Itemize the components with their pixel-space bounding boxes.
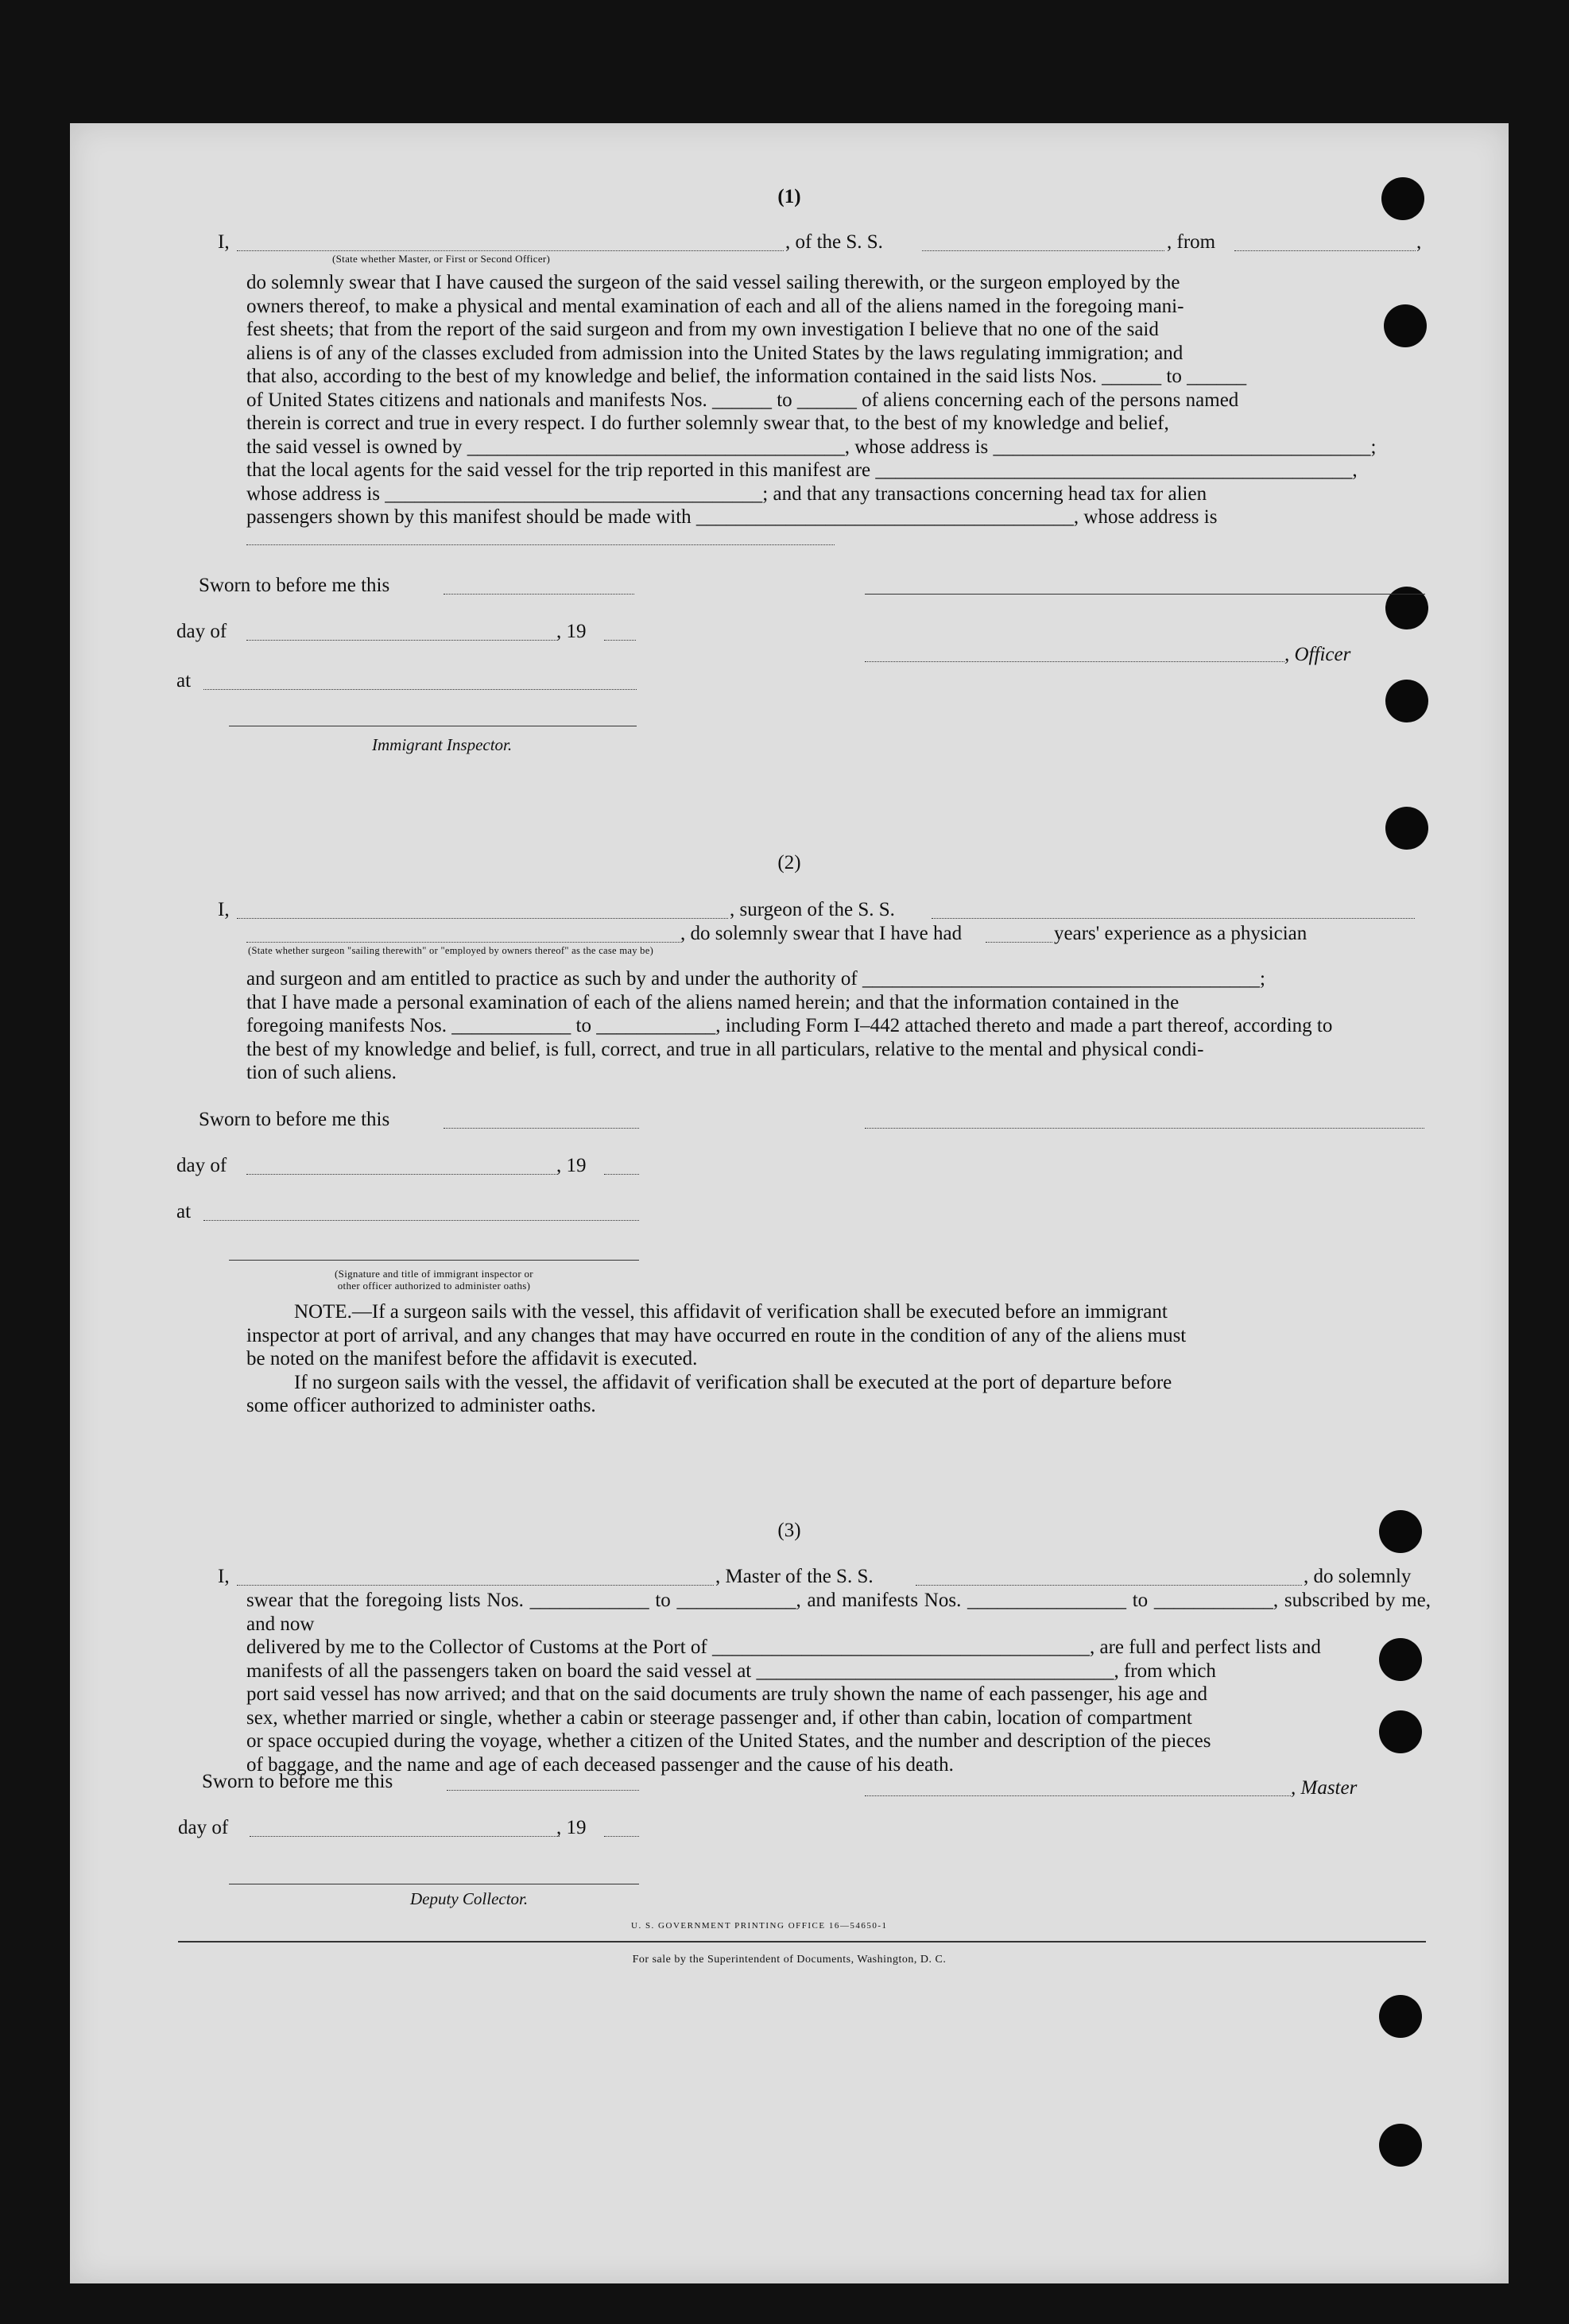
section-1-oath-paragraph [246, 271, 1431, 529]
sale-notice: For sale by the Superintendent of Documents, Washington, D. C. [632, 1954, 947, 1966]
day-of-label: day of [176, 1155, 227, 1176]
section-2-number: (2) [777, 852, 801, 873]
day-of-field[interactable] [246, 640, 558, 641]
paragraph-line: aliens is of any of the classes excluded from admission into the United States by the laws regulating immigration; and [246, 342, 1184, 364]
section-2-oath-paragraph [246, 967, 1431, 1085]
inspector-label: Immigrant Inspector. [372, 735, 513, 754]
sworn-label: Sworn to before me this [199, 575, 390, 596]
year-field[interactable] [604, 1836, 639, 1837]
from-port-field[interactable] [1234, 250, 1416, 251]
section-3-number: (3) [777, 1520, 801, 1541]
paragraph-line: delivered by me to the Collector of Customs at the Port of ______________________________________, are full and perfect lists and [246, 1636, 1321, 1658]
year-label: , 19 [556, 1817, 587, 1838]
years-field[interactable] [986, 942, 1052, 943]
paragraph-line: fest sheets; that from the report of the said surgeon and from my own investigation I believe that no one of the said [246, 319, 1159, 340]
collector-label: Deputy Collector. [410, 1889, 529, 1908]
sworn-label: Sworn to before me this [199, 1109, 390, 1130]
paragraph-line: the best of my knowledge and belief, is full, correct, and true in all particulars, relative to the mental and physical condi- [246, 1038, 1204, 1060]
officer-label: , Officer [1284, 644, 1351, 665]
paragraph-line: swear that the foregoing lists Nos. ____________ to ____________, and manifests Nos. ________________ to ____________, subscribed by me, and now [246, 1590, 1431, 1635]
manifest-form-sheet [70, 123, 1509, 2283]
gpo-imprint: U. S. GOVERNMENT PRINTING OFFICE 16—54650-1 [631, 1921, 888, 1931]
do-solemnly-label: , do solemnly [1304, 1566, 1412, 1587]
year-label: , 19 [556, 621, 587, 642]
year-label: , 19 [556, 1155, 587, 1176]
sworn-date-field[interactable] [447, 1790, 639, 1791]
section-1-number: (1) [777, 186, 801, 207]
master-caption: (State whether Master, or First or Second Officer) [332, 253, 551, 265]
master-vessel-field[interactable] [916, 1585, 1302, 1586]
surgeon-caption: (State whether surgeon "sailing therewith" or "employed by owners thereof" as the case may be) [248, 945, 654, 956]
at-label: at [176, 1201, 192, 1222]
section-3-i-label: I, [218, 1566, 230, 1587]
agent-continuation-field[interactable] [246, 544, 835, 545]
paragraph-line: that I have made a personal examination of each of the aliens named herein; and that the information contained in the [246, 991, 1180, 1013]
master-signature-line[interactable] [865, 1795, 1291, 1796]
section-1-i-label: I, [218, 231, 230, 253]
at-label: at [176, 670, 192, 691]
officer-name-field[interactable] [237, 250, 784, 251]
note-line: be noted on the manifest before the affidavit is executed. [246, 1348, 698, 1369]
signature-caption: (Signature and title of immigrant inspector or [335, 1268, 533, 1280]
paragraph-line: therein is correct and true in every respect. I do further solemnly swear that, to the best of my knowledge and belief, [246, 413, 1169, 434]
signature-caption: other officer authorized to administer oaths) [337, 1280, 531, 1292]
day-of-field[interactable] [246, 1174, 558, 1175]
sworn-date-field[interactable] [444, 594, 634, 595]
master-label: , Master [1291, 1777, 1358, 1799]
surgeon-capacity-field[interactable] [246, 942, 680, 943]
surgeon-signature-line[interactable] [865, 1128, 1424, 1129]
years-label: years' experience as a physician [1054, 923, 1308, 944]
surgeon-name-field[interactable] [237, 918, 728, 919]
paragraph-line: of baggage, and the name and age of each deceased passenger and the cause of his death. [246, 1753, 954, 1776]
footer-rule [178, 1941, 1426, 1942]
note-line: —If a surgeon sails with the vessel, this affidavit of verification shall be executed before an immigrant [351, 1301, 1168, 1323]
paragraph-line: and surgeon and am entitled to practice as such by and under the authority of ________________________________________; [246, 968, 1265, 990]
paragraph-line: manifests of all the passengers taken on board the said vessel at ____________________________________, from which [246, 1660, 1216, 1682]
note-label: NOTE. [294, 1301, 352, 1323]
note-paragraph [246, 1300, 1431, 1418]
note-line: some officer authorized to administer oaths. [246, 1395, 596, 1416]
master-of-label: , Master of the S. S. [715, 1566, 874, 1587]
note-line: If no surgeon sails with the vessel, the affidavit of verification shall be executed at the port of departure before [294, 1371, 1172, 1393]
paragraph-line: that also, according to the best of my knowledge and belief, the information contained in the said lists Nos. ______ to ______ [246, 366, 1247, 387]
from-label: , from [1167, 231, 1216, 253]
vessel-name-field[interactable] [922, 250, 1164, 251]
master-name-field[interactable] [237, 1585, 714, 1586]
punch-hole [1385, 807, 1428, 850]
paragraph-line: tion of such aliens. [246, 1062, 397, 1083]
paragraph-line: port said vessel has now arrived; and that on the said documents are truly shown the name of each passenger, his age and [246, 1683, 1208, 1705]
paragraph-line: do solemnly swear that I have caused the surgeon of the said vessel sailing therewith, or the surgeon employed by the [246, 272, 1180, 293]
at-field[interactable] [203, 689, 637, 690]
section-3-oath-paragraph [246, 1589, 1431, 1776]
day-of-label: day of [176, 621, 227, 642]
officer-signature-line[interactable] [865, 594, 1425, 595]
sworn-date-field[interactable] [444, 1128, 639, 1129]
of-ss-label: , of the S. S. [785, 231, 883, 253]
paragraph-line: passengers shown by this manifest should be made with ______________________________________, whose address is [246, 506, 1218, 528]
inspector-signature-line[interactable] [229, 1260, 639, 1261]
section-2-i-label: I, [218, 899, 230, 920]
day-of-label: day of [178, 1817, 229, 1838]
punch-hole [1379, 1995, 1422, 2038]
year-field[interactable] [604, 640, 636, 641]
paragraph-line: owners thereof, to make a physical and mental examination of each and all of the aliens named in the foregoing mani- [246, 295, 1184, 317]
officer-name-line[interactable] [865, 661, 1284, 662]
at-field[interactable] [203, 1220, 639, 1221]
punch-hole [1379, 2124, 1422, 2167]
comma-label: , [1416, 231, 1422, 253]
punch-hole [1385, 680, 1428, 722]
paragraph-line: whose address is ______________________________________; and that any transactions concerning head tax for alien [246, 482, 1207, 505]
note-line: inspector at port of arrival, and any changes that may have occurred en route in the condition of any of the aliens must [246, 1324, 1187, 1346]
day-of-field[interactable] [250, 1836, 560, 1837]
paragraph-line: of United States citizens and nationals and manifests Nos. ______ to ______ of aliens concerning each of the persons named [246, 389, 1239, 411]
surgeon-vessel-field[interactable] [932, 918, 1415, 919]
swear-label: , do solemnly swear that I have had [680, 923, 963, 944]
sworn-label: Sworn to before me this [202, 1771, 393, 1792]
paragraph-line: sex, whether married or single, whether a cabin or steerage passenger and, if other than cabin, location of compartment [246, 1706, 1192, 1729]
paragraph-line: the said vessel is owned by ______________________________________, whose address is ______________________________________; [246, 436, 1377, 458]
paragraph-line: foregoing manifests Nos. ____________ to ____________, including Form I–442 attached thereto and made a part thereof, according to [246, 1015, 1333, 1036]
surgeon-of-label: , surgeon of the S. S. [730, 899, 895, 920]
paragraph-line: or space occupied during the voyage, whether a citizen of the United States, and the number and description of the pieces [246, 1730, 1211, 1752]
paragraph-line: that the local agents for the said vessel for the trip reported in this manifest are ________________________________________________, [246, 459, 1358, 481]
year-field[interactable] [604, 1174, 639, 1175]
